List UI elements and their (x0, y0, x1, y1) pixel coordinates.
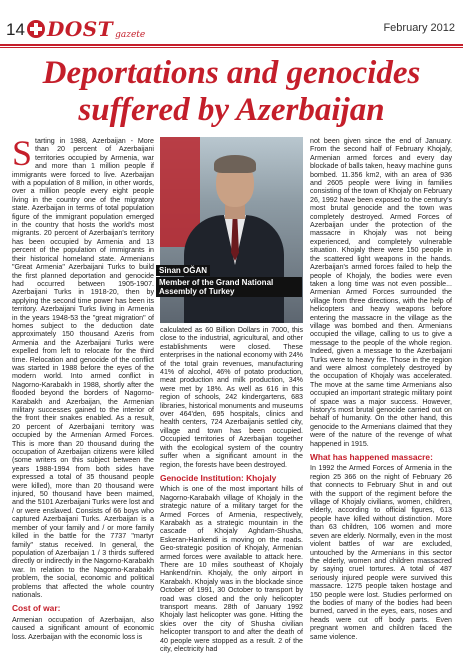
page-header (0, 0, 463, 46)
column-3-paragraph-1: not been given since the end of January. From the second half of February Khojaly, Armenian armed forces and every day blockade of balls taken, heavy machine guns bombed. 11.356 km2, with an area of 936 and 2605 people were living in families consisting of the town of Khojaly on February 26, 1992 have been exposed to the century's most brutal genocide and the town was completely destroyed. Armed Forces of Azerbaijan under the protection of the massacre in Khojaly was not being experienced, and completely vulnerable situation. Khojaly there were 150 people in the scattered light weapons in the hands. Azerbaijan's armed forces failed to help the people of Khojaly, the bodies were even taken a long time was not even possible... Armenian Armed Forces surrounded the village from three directions, with the help of helicopters and heavy weapons before entering the massacre in the village as the village was bombed and then. Armenians occupied the village, calling to us to give a message to the people of the whole region. Indeed, given a message to the Azerbaijani Turks were to heavy fire. Those in the region and were almost completely destroyed by the occupation of Khojaly was accelerated. The move at the same time Armenians also occupied an important strategic military point of space was a major success. However, history's most brutal genocide carried out on behalf of humanity. On the other hand, this genocide to the Armenians claimed that they were of the nature of the revenge of what happened in 1915. (310, 137, 452, 448)
caption-role: Member of the Grand National Assembly of Turkey (156, 277, 302, 297)
article-title (0, 55, 463, 129)
subhead-khojaly: Genocide Institution: Khojaly (160, 472, 277, 483)
column-2-paragraph-2: Which is one of the most important hills of Nagorno-Karabakh village of Khojaly in the strategic nature of a military target for the Armed Forces of Armenia, respectively, Karabakh as a strategic mountain in the cascade of Khojaly Aghdam-Shusha, Eskeran-Hankendi is moving on the roads. Geo-strategic position of Khojaly, Armenian armed forces were available to attack here. There are 10 miles southeast of Khojaly Hankendi'nin. Khojaly, the only airport in Karabakh. Khojaly was in the blockade since October of 1991, 30 October to transport by road was closed and the only helicopter transport means. 28th of January 1992 Khojaly last helicopter was gone. Hitting the skies over the city of Shusha civilian helicopter transport to and after the death of 40 people were stopped as a result. 2 of the city, electricity had (160, 485, 303, 653)
caption-name: Sinan OĞAN (156, 265, 210, 276)
title-line-2: suffered by Azerbaijan (78, 92, 385, 128)
cross-logo-icon (27, 20, 45, 38)
article-column-1 (12, 133, 154, 641)
article-column-3 (310, 137, 452, 641)
issue-date: February 2012 (383, 22, 455, 34)
column-3-paragraph-2: In 1992 the Armed Forces of Armenia in the region 25 366 on the night of February 26 that connects to February Shut in and out with the support of the regiment before the village of Khojaly civilians, women, children, elderly, according to official figures, 613 people have killed without distinction. More than 63 children, 106 women and more seven are elderly. Normally, even in the most violent battles of war are excluded, untouched by the Armenians in this sector the elderly, women and children massacred by saying cruel tortures. A total of 487 seriously injured people were survived this massacre. 1275 people taken hostage and 150 people were lost. Studies performed on the bodies of many of the bodies had been burned, carved in the eyes, ears, noses and heads were cut off body parts. Even pregnant women and children faced the same violence. (310, 464, 452, 641)
dost-logo (27, 17, 145, 41)
photo-caption (156, 265, 296, 298)
article-column-2 (160, 326, 303, 653)
subhead-massacre: What has happened massacre: (310, 452, 433, 463)
column-1-paragraph-1: tarting in 1988, Azerbaijan - More than 20 percent of Azerbaijani territories occupied by Armenia, war and more than 1 million people if immigrants were forced to live. Azerbaijan with a population of 8 million, in other words, over a million people every eight people living in the country one of the migratory state. Azerbaijan in terms of total population figure of the immigrant population emerged in the country that hosts the world's most migrants. 20 percent of Azerbaijan's territory has been occupied by Armenia and 13 percent of the population of immigrants in their historical homeland state. Armenians "Great Armenia" Azerbaijani Turks to build the first planned deportation and genocide had occurred between 1905-1907. Azerbaijani Turks in 1918-20, then by applying the second time power has been its territory. Azerbaijani Turks living in Armenia in the years 1948-53 the "great migration" of homes subject to the deduction date approximately 150 thousand Azeris from Armenia and the Azerbaijani Turks were expelled from left to relocate for the third time. Relocation and genocide of the conflict was started in 1988 before the eyes of the modern world. Into armed conflict in Nagorno-Karabakh in 1988, shortly after the flooded beyond the borders of Nagorno-Karabakh and Azerbaijan, the Armenian military successes gained to the interior of the front their snakes enabled. As a result, 20 percent of Azerbaijani territory was occupied by the Armenian Armed Forces. This is more than 20 thousand during the occupation of Azerbaijan citizens were killed (some writers on this subject between the years 1988-1994 from both sides have expressed a total of 35 thousand people were killed), more than 20 thousand were injured, 50 thousand have been maimed, and the 5101 Azerbaijani Turks were lost and / or were enslaved. Consists of 66 boys who captured Azerbaijani Turks. Azerbaijan is a member of your family and / or more family killed in the battle for the 7737 "martyr family" status received. In general, the population of Azerbaijan 1 / 3 thirds suffered directly or indirectly in the Nagorno-Karabakh war. In relation to the Nagorno-Karabakh problem, the social, economic and political problems that affected the whole country nationals. (12, 137, 154, 599)
logo-subtext: gazete (115, 30, 146, 40)
column-2-paragraph-1: calculated as 60 Billion Dollars in 7000, this close to the industrial, agricultural, and other establishments were closed. These enterprises in the national economy with 24% of the total grain revenues, manufacturing 41% of alcohol, 46% of potato production, meat production and milk production, 34% were met by 18%. As well as 616 in this region of schools, 242 kindergartens, 683 libraries, historical monuments and museums over 464'den, 695 hospitals, clinics and health centers, 724 Azerbaijanis settled city, village and town has been occupied. Occupied territories of Azerbaijan together with the ecological system of the country suffer when a significant amount in the region, the forests have been destroyed. (160, 326, 303, 469)
subhead-cost-of-war: Cost of war: (12, 603, 61, 614)
header-rule-thin (0, 47, 463, 48)
dropcap: S (12, 133, 33, 173)
logo-text: DOST (47, 17, 114, 41)
header-rule (0, 44, 463, 46)
title-line-1: Deportations and genocides (42, 55, 421, 91)
column-1-paragraph-2: Armenian occupation of Azerbaijan, also caused a significant amount of economic loss. Azerbaijan with the economic loss is (12, 615, 154, 641)
page-number: 14 (6, 20, 25, 39)
